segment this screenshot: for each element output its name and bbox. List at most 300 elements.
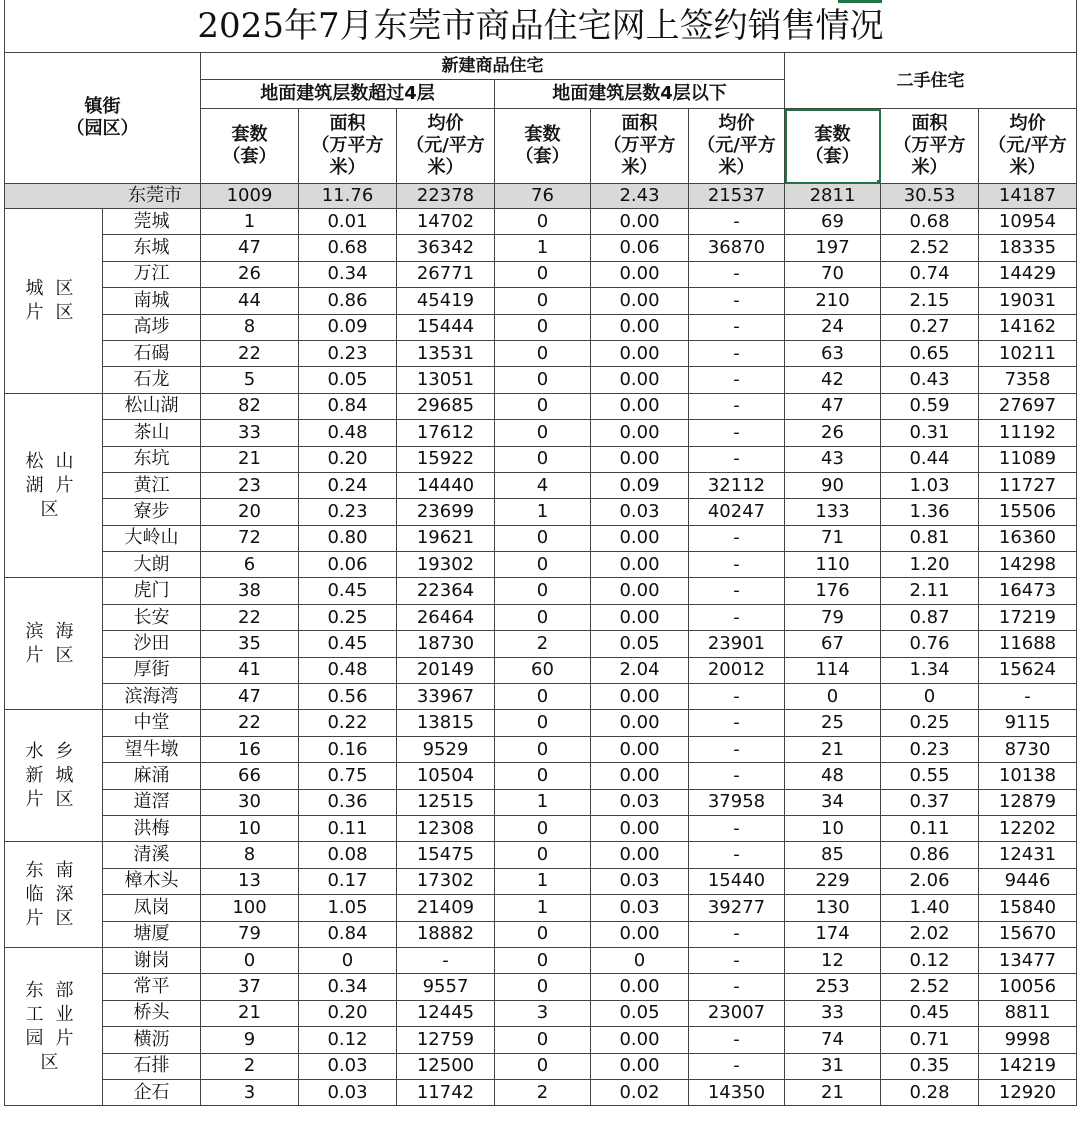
value-cell[interactable]: 0.76 bbox=[881, 631, 979, 657]
value-cell[interactable]: 71 bbox=[785, 525, 881, 551]
value-cell[interactable]: 0.80 bbox=[299, 525, 397, 551]
value-cell[interactable]: - bbox=[689, 921, 785, 947]
value-cell[interactable]: 14440 bbox=[397, 472, 495, 498]
value-cell[interactable]: 10954 bbox=[979, 209, 1077, 235]
value-cell[interactable]: - bbox=[689, 525, 785, 551]
value-cell[interactable]: 36342 bbox=[397, 235, 495, 261]
value-cell[interactable]: 8811 bbox=[979, 1000, 1077, 1026]
value-cell[interactable]: - bbox=[689, 974, 785, 1000]
value-cell[interactable]: 8 bbox=[201, 314, 299, 340]
value-cell[interactable]: 3 bbox=[201, 1079, 299, 1105]
value-cell[interactable]: - bbox=[689, 684, 785, 710]
value-cell[interactable]: - bbox=[689, 578, 785, 604]
value-cell[interactable]: 23 bbox=[201, 472, 299, 498]
value-cell[interactable]: 14702 bbox=[397, 209, 495, 235]
value-cell[interactable]: 70 bbox=[785, 261, 881, 287]
value-cell[interactable]: 14429 bbox=[979, 261, 1077, 287]
value-cell[interactable]: 15624 bbox=[979, 657, 1077, 683]
town-name-cell[interactable]: 东城 bbox=[103, 235, 201, 261]
value-cell[interactable]: - bbox=[689, 947, 785, 973]
value-cell[interactable]: 0.22 bbox=[299, 710, 397, 736]
value-cell[interactable]: 0.03 bbox=[591, 868, 689, 894]
value-cell[interactable]: 16360 bbox=[979, 525, 1077, 551]
value-cell[interactable]: 19621 bbox=[397, 525, 495, 551]
below-4-floors-header[interactable]: 地面建筑层数4层以下 bbox=[495, 80, 785, 109]
value-cell[interactable]: 2.52 bbox=[881, 235, 979, 261]
value-cell[interactable]: 15444 bbox=[397, 314, 495, 340]
value-cell[interactable]: 40247 bbox=[689, 499, 785, 525]
value-cell[interactable]: 0 bbox=[495, 340, 591, 366]
value-cell[interactable]: 0.23 bbox=[299, 340, 397, 366]
value-cell[interactable]: 0 bbox=[495, 367, 591, 393]
value-cell[interactable]: - bbox=[689, 552, 785, 578]
value-cell[interactable]: 0.43 bbox=[881, 367, 979, 393]
value-cell[interactable]: 11727 bbox=[979, 472, 1077, 498]
value-cell[interactable]: 2.06 bbox=[881, 868, 979, 894]
value-cell[interactable]: 8 bbox=[201, 842, 299, 868]
town-name-cell[interactable]: 石龙 bbox=[103, 367, 201, 393]
value-cell[interactable]: 0.45 bbox=[881, 1000, 979, 1026]
value-cell[interactable]: 45419 bbox=[397, 288, 495, 314]
total-value-cell[interactable]: 1009 bbox=[201, 184, 299, 209]
value-cell[interactable]: 67 bbox=[785, 631, 881, 657]
value-cell[interactable]: 0.00 bbox=[591, 604, 689, 630]
value-cell[interactable]: 0 bbox=[495, 684, 591, 710]
value-cell[interactable]: 0 bbox=[495, 842, 591, 868]
value-cell[interactable]: 0.12 bbox=[881, 947, 979, 973]
value-cell[interactable]: 210 bbox=[785, 288, 881, 314]
value-cell[interactable]: 12515 bbox=[397, 789, 495, 815]
value-cell[interactable]: 26 bbox=[785, 420, 881, 446]
value-cell[interactable]: 21 bbox=[201, 446, 299, 472]
value-cell[interactable]: 0 bbox=[495, 261, 591, 287]
value-cell[interactable]: 12500 bbox=[397, 1053, 495, 1079]
value-cell[interactable]: 0.11 bbox=[881, 815, 979, 841]
value-cell[interactable]: 0.03 bbox=[591, 499, 689, 525]
value-cell[interactable]: 0.00 bbox=[591, 736, 689, 762]
value-cell[interactable]: - bbox=[689, 710, 785, 736]
value-cell[interactable]: 63 bbox=[785, 340, 881, 366]
town-name-cell[interactable]: 虎门 bbox=[103, 578, 201, 604]
value-cell[interactable]: - bbox=[397, 947, 495, 973]
value-cell[interactable]: 0.00 bbox=[591, 842, 689, 868]
value-cell[interactable]: 100 bbox=[201, 895, 299, 921]
value-cell[interactable]: 47 bbox=[785, 393, 881, 419]
second-hand-header[interactable]: 二手住宅 bbox=[785, 53, 1077, 109]
value-cell[interactable]: 10211 bbox=[979, 340, 1077, 366]
value-cell[interactable]: 37958 bbox=[689, 789, 785, 815]
value-cell[interactable]: 0 bbox=[785, 684, 881, 710]
town-name-cell[interactable]: 道滘 bbox=[103, 789, 201, 815]
value-cell[interactable]: - bbox=[689, 446, 785, 472]
value-cell[interactable]: 12308 bbox=[397, 815, 495, 841]
value-cell[interactable]: 0.24 bbox=[299, 472, 397, 498]
value-cell[interactable]: 0 bbox=[881, 684, 979, 710]
value-cell[interactable]: 229 bbox=[785, 868, 881, 894]
town-name-cell[interactable]: 黄江 bbox=[103, 472, 201, 498]
value-cell[interactable]: 0.35 bbox=[881, 1053, 979, 1079]
above-4-floors-header[interactable]: 地面建筑层数超过4层 bbox=[201, 80, 495, 109]
value-cell[interactable]: 0.00 bbox=[591, 393, 689, 419]
value-cell[interactable]: - bbox=[689, 420, 785, 446]
total-value-cell[interactable]: 30.53 bbox=[881, 184, 979, 209]
value-cell[interactable]: 0.48 bbox=[299, 420, 397, 446]
value-cell[interactable]: 11192 bbox=[979, 420, 1077, 446]
value-cell[interactable]: 27697 bbox=[979, 393, 1077, 419]
value-cell[interactable]: 1 bbox=[495, 868, 591, 894]
town-name-cell[interactable]: 中堂 bbox=[103, 710, 201, 736]
value-cell[interactable]: 0.84 bbox=[299, 921, 397, 947]
total-value-cell[interactable]: 22378 bbox=[397, 184, 495, 209]
value-cell[interactable]: 0.00 bbox=[591, 209, 689, 235]
value-cell[interactable]: 0.65 bbox=[881, 340, 979, 366]
value-cell[interactable]: 0.44 bbox=[881, 446, 979, 472]
town-name-cell[interactable]: 清溪 bbox=[103, 842, 201, 868]
value-cell[interactable]: 10056 bbox=[979, 974, 1077, 1000]
value-cell[interactable]: 0.00 bbox=[591, 763, 689, 789]
value-cell[interactable]: 0.05 bbox=[299, 367, 397, 393]
value-cell[interactable]: 60 bbox=[495, 657, 591, 683]
value-cell[interactable]: 114 bbox=[785, 657, 881, 683]
value-cell[interactable]: 12445 bbox=[397, 1000, 495, 1026]
value-cell[interactable]: 0.00 bbox=[591, 815, 689, 841]
value-cell[interactable]: 33967 bbox=[397, 684, 495, 710]
value-cell[interactable]: 0.20 bbox=[299, 1000, 397, 1026]
value-cell[interactable]: - bbox=[689, 288, 785, 314]
town-name-cell[interactable]: 沙田 bbox=[103, 631, 201, 657]
value-cell[interactable]: 0 bbox=[495, 525, 591, 551]
value-cell[interactable]: 13815 bbox=[397, 710, 495, 736]
value-cell[interactable]: 10 bbox=[785, 815, 881, 841]
value-cell[interactable]: - bbox=[689, 815, 785, 841]
value-cell[interactable]: 47 bbox=[201, 235, 299, 261]
value-cell[interactable]: 0.55 bbox=[881, 763, 979, 789]
value-cell[interactable]: - bbox=[689, 736, 785, 762]
area-header[interactable]: 面积 （万平方 米） bbox=[299, 109, 397, 184]
value-cell[interactable]: 12920 bbox=[979, 1079, 1077, 1105]
town-name-cell[interactable]: 塘厦 bbox=[103, 921, 201, 947]
value-cell[interactable]: 2 bbox=[495, 1079, 591, 1105]
value-cell[interactable]: 79 bbox=[201, 921, 299, 947]
value-cell[interactable]: 0.25 bbox=[881, 710, 979, 736]
value-cell[interactable]: 0 bbox=[495, 604, 591, 630]
district-name-cell[interactable]: 松山湖片区 bbox=[5, 393, 103, 578]
town-name-cell[interactable]: 滨海湾 bbox=[103, 684, 201, 710]
value-cell[interactable]: 1 bbox=[495, 235, 591, 261]
value-cell[interactable]: 26464 bbox=[397, 604, 495, 630]
value-cell[interactable]: 1.36 bbox=[881, 499, 979, 525]
value-cell[interactable]: - bbox=[979, 684, 1077, 710]
town-name-cell[interactable]: 石碣 bbox=[103, 340, 201, 366]
value-cell[interactable]: 34 bbox=[785, 789, 881, 815]
value-cell[interactable]: 0.01 bbox=[299, 209, 397, 235]
value-cell[interactable]: 18730 bbox=[397, 631, 495, 657]
value-cell[interactable]: 72 bbox=[201, 525, 299, 551]
value-cell[interactable]: - bbox=[689, 340, 785, 366]
value-cell[interactable]: - bbox=[689, 367, 785, 393]
value-cell[interactable]: 18335 bbox=[979, 235, 1077, 261]
value-cell[interactable]: - bbox=[689, 209, 785, 235]
district-name-cell[interactable]: 滨海片区 bbox=[5, 578, 103, 710]
value-cell[interactable]: 22 bbox=[201, 604, 299, 630]
value-cell[interactable]: 0.00 bbox=[591, 525, 689, 551]
value-cell[interactable]: 43 bbox=[785, 446, 881, 472]
value-cell[interactable]: 12879 bbox=[979, 789, 1077, 815]
value-cell[interactable]: 0 bbox=[495, 736, 591, 762]
value-cell[interactable]: 15922 bbox=[397, 446, 495, 472]
town-name-cell[interactable]: 桥头 bbox=[103, 1000, 201, 1026]
value-cell[interactable]: 13531 bbox=[397, 340, 495, 366]
value-cell[interactable]: 38 bbox=[201, 578, 299, 604]
town-name-cell[interactable]: 大朗 bbox=[103, 552, 201, 578]
price-header[interactable]: 均价 （元/平方 米） bbox=[397, 109, 495, 184]
value-cell[interactable]: 0.00 bbox=[591, 710, 689, 736]
value-cell[interactable]: 0.00 bbox=[591, 974, 689, 1000]
value-cell[interactable]: 0.84 bbox=[299, 393, 397, 419]
value-cell[interactable]: 13 bbox=[201, 868, 299, 894]
value-cell[interactable]: 0 bbox=[495, 815, 591, 841]
value-cell[interactable]: 10138 bbox=[979, 763, 1077, 789]
value-cell[interactable]: 0 bbox=[495, 763, 591, 789]
value-cell[interactable]: 9529 bbox=[397, 736, 495, 762]
value-cell[interactable]: 47 bbox=[201, 684, 299, 710]
value-cell[interactable]: 0.25 bbox=[299, 604, 397, 630]
town-name-cell[interactable]: 长安 bbox=[103, 604, 201, 630]
area-header[interactable]: 面积 （万平方 米） bbox=[591, 109, 689, 184]
value-cell[interactable]: - bbox=[689, 842, 785, 868]
value-cell[interactable]: 6 bbox=[201, 552, 299, 578]
value-cell[interactable]: 14350 bbox=[689, 1079, 785, 1105]
value-cell[interactable]: 0.00 bbox=[591, 261, 689, 287]
value-cell[interactable]: 8730 bbox=[979, 736, 1077, 762]
town-name-cell[interactable]: 松山湖 bbox=[103, 393, 201, 419]
value-cell[interactable]: 14298 bbox=[979, 552, 1077, 578]
value-cell[interactable]: 14162 bbox=[979, 314, 1077, 340]
value-cell[interactable]: 0.03 bbox=[591, 895, 689, 921]
value-cell[interactable]: 0.06 bbox=[591, 235, 689, 261]
value-cell[interactable]: 0 bbox=[495, 710, 591, 736]
value-cell[interactable]: 0.00 bbox=[591, 367, 689, 393]
value-cell[interactable]: 13051 bbox=[397, 367, 495, 393]
value-cell[interactable]: 1.20 bbox=[881, 552, 979, 578]
value-cell[interactable]: 1.40 bbox=[881, 895, 979, 921]
value-cell[interactable]: 0.00 bbox=[591, 446, 689, 472]
town-name-cell[interactable]: 洪梅 bbox=[103, 815, 201, 841]
value-cell[interactable]: 79 bbox=[785, 604, 881, 630]
value-cell[interactable]: 12759 bbox=[397, 1027, 495, 1053]
value-cell[interactable]: 0 bbox=[495, 578, 591, 604]
value-cell[interactable]: 0 bbox=[495, 288, 591, 314]
value-cell[interactable]: 42 bbox=[785, 367, 881, 393]
town-name-cell[interactable]: 望牛墩 bbox=[103, 736, 201, 762]
value-cell[interactable]: 17219 bbox=[979, 604, 1077, 630]
value-cell[interactable]: - bbox=[689, 1027, 785, 1053]
area-header[interactable]: 面积 （万平方 米） bbox=[881, 109, 979, 184]
value-cell[interactable]: 0.00 bbox=[591, 552, 689, 578]
total-value-cell[interactable]: 11.76 bbox=[299, 184, 397, 209]
value-cell[interactable]: 2 bbox=[201, 1053, 299, 1079]
town-name-cell[interactable]: 横沥 bbox=[103, 1027, 201, 1053]
value-cell[interactable]: 74 bbox=[785, 1027, 881, 1053]
value-cell[interactable]: 48 bbox=[785, 763, 881, 789]
value-cell[interactable]: 23901 bbox=[689, 631, 785, 657]
value-cell[interactable]: 0.86 bbox=[299, 288, 397, 314]
value-cell[interactable]: 66 bbox=[201, 763, 299, 789]
value-cell[interactable]: 0.28 bbox=[881, 1079, 979, 1105]
value-cell[interactable]: 2.15 bbox=[881, 288, 979, 314]
value-cell[interactable]: 21409 bbox=[397, 895, 495, 921]
town-name-cell[interactable]: 常平 bbox=[103, 974, 201, 1000]
value-cell[interactable]: 0.03 bbox=[299, 1079, 397, 1105]
value-cell[interactable]: 0.37 bbox=[881, 789, 979, 815]
value-cell[interactable]: 23699 bbox=[397, 499, 495, 525]
town-name-cell[interactable]: 南城 bbox=[103, 288, 201, 314]
value-cell[interactable]: 130 bbox=[785, 895, 881, 921]
value-cell[interactable]: - bbox=[689, 604, 785, 630]
value-cell[interactable]: 0.86 bbox=[881, 842, 979, 868]
total-label[interactable]: 东莞市 bbox=[5, 184, 201, 209]
value-cell[interactable]: 90 bbox=[785, 472, 881, 498]
value-cell[interactable]: 0.17 bbox=[299, 868, 397, 894]
value-cell[interactable]: 0 bbox=[495, 420, 591, 446]
value-cell[interactable]: 0.34 bbox=[299, 261, 397, 287]
value-cell[interactable]: 0.06 bbox=[299, 552, 397, 578]
value-cell[interactable]: 15440 bbox=[689, 868, 785, 894]
value-cell[interactable]: 0 bbox=[495, 552, 591, 578]
price-header[interactable]: 均价 （元/平方 米） bbox=[689, 109, 785, 184]
value-cell[interactable]: - bbox=[689, 261, 785, 287]
value-cell[interactable]: 20012 bbox=[689, 657, 785, 683]
value-cell[interactable]: 0.00 bbox=[591, 921, 689, 947]
value-cell[interactable]: 0.12 bbox=[299, 1027, 397, 1053]
town-name-cell[interactable]: 厚街 bbox=[103, 657, 201, 683]
value-cell[interactable]: 16473 bbox=[979, 578, 1077, 604]
value-cell[interactable]: 253 bbox=[785, 974, 881, 1000]
value-cell[interactable]: 37 bbox=[201, 974, 299, 1000]
value-cell[interactable]: 22 bbox=[201, 340, 299, 366]
value-cell[interactable]: 0.71 bbox=[881, 1027, 979, 1053]
value-cell[interactable]: 0 bbox=[495, 974, 591, 1000]
district-name-cell[interactable]: 城区片区 bbox=[5, 209, 103, 394]
total-value-cell[interactable]: 2811 bbox=[785, 184, 881, 209]
town-name-cell[interactable]: 石排 bbox=[103, 1053, 201, 1079]
value-cell[interactable]: 0.03 bbox=[299, 1053, 397, 1079]
value-cell[interactable]: 0 bbox=[201, 947, 299, 973]
value-cell[interactable]: 3 bbox=[495, 1000, 591, 1026]
value-cell[interactable]: 24 bbox=[785, 314, 881, 340]
price-header[interactable]: 均价 （元/平方 米） bbox=[979, 109, 1077, 184]
value-cell[interactable]: 0.05 bbox=[591, 631, 689, 657]
value-cell[interactable]: 0.45 bbox=[299, 631, 397, 657]
value-cell[interactable]: 0.08 bbox=[299, 842, 397, 868]
value-cell[interactable]: 0.68 bbox=[299, 235, 397, 261]
value-cell[interactable]: 5 bbox=[201, 367, 299, 393]
value-cell[interactable]: 0.00 bbox=[591, 288, 689, 314]
value-cell[interactable]: 21 bbox=[785, 1079, 881, 1105]
value-cell[interactable]: 33 bbox=[785, 1000, 881, 1026]
value-cell[interactable]: 9446 bbox=[979, 868, 1077, 894]
value-cell[interactable]: 0.03 bbox=[591, 789, 689, 815]
value-cell[interactable]: 32112 bbox=[689, 472, 785, 498]
value-cell[interactable]: 0 bbox=[591, 947, 689, 973]
value-cell[interactable]: 9557 bbox=[397, 974, 495, 1000]
town-name-cell[interactable]: 企石 bbox=[103, 1079, 201, 1105]
district-name-cell[interactable]: 东部工业园片区 bbox=[5, 947, 103, 1105]
town-name-cell[interactable]: 凤岗 bbox=[103, 895, 201, 921]
value-cell[interactable]: 14219 bbox=[979, 1053, 1077, 1079]
value-cell[interactable]: 11742 bbox=[397, 1079, 495, 1105]
value-cell[interactable]: 0.68 bbox=[881, 209, 979, 235]
value-cell[interactable]: 0.16 bbox=[299, 736, 397, 762]
value-cell[interactable]: 15475 bbox=[397, 842, 495, 868]
value-cell[interactable]: 0.09 bbox=[591, 472, 689, 498]
value-cell[interactable]: 133 bbox=[785, 499, 881, 525]
value-cell[interactable]: 0.23 bbox=[299, 499, 397, 525]
value-cell[interactable]: 44 bbox=[201, 288, 299, 314]
value-cell[interactable]: 20149 bbox=[397, 657, 495, 683]
value-cell[interactable]: 0.02 bbox=[591, 1079, 689, 1105]
value-cell[interactable]: 0.75 bbox=[299, 763, 397, 789]
value-cell[interactable]: 15670 bbox=[979, 921, 1077, 947]
value-cell[interactable]: 85 bbox=[785, 842, 881, 868]
value-cell[interactable]: 33 bbox=[201, 420, 299, 446]
town-name-cell[interactable]: 麻涌 bbox=[103, 763, 201, 789]
value-cell[interactable]: 41 bbox=[201, 657, 299, 683]
total-value-cell[interactable]: 21537 bbox=[689, 184, 785, 209]
value-cell[interactable]: 0.27 bbox=[881, 314, 979, 340]
town-name-cell[interactable]: 寮步 bbox=[103, 499, 201, 525]
value-cell[interactable]: 0.09 bbox=[299, 314, 397, 340]
new-housing-header[interactable]: 新建商品住宅 bbox=[201, 53, 785, 80]
value-cell[interactable]: 10 bbox=[201, 815, 299, 841]
value-cell[interactable]: 13477 bbox=[979, 947, 1077, 973]
town-name-cell[interactable]: 茶山 bbox=[103, 420, 201, 446]
units-header-selected-cell[interactable]: 套数 （套） bbox=[785, 109, 881, 184]
value-cell[interactable]: 69 bbox=[785, 209, 881, 235]
value-cell[interactable]: 9115 bbox=[979, 710, 1077, 736]
value-cell[interactable]: 15840 bbox=[979, 895, 1077, 921]
value-cell[interactable]: 1.03 bbox=[881, 472, 979, 498]
value-cell[interactable]: 0.45 bbox=[299, 578, 397, 604]
value-cell[interactable]: 197 bbox=[785, 235, 881, 261]
value-cell[interactable]: 23007 bbox=[689, 1000, 785, 1026]
value-cell[interactable]: 0.00 bbox=[591, 684, 689, 710]
value-cell[interactable]: 176 bbox=[785, 578, 881, 604]
value-cell[interactable]: 1 bbox=[495, 789, 591, 815]
value-cell[interactable]: 19031 bbox=[979, 288, 1077, 314]
value-cell[interactable]: - bbox=[689, 393, 785, 419]
units-header[interactable]: 套数 （套） bbox=[201, 109, 299, 184]
value-cell[interactable]: 0.34 bbox=[299, 974, 397, 1000]
value-cell[interactable]: 30 bbox=[201, 789, 299, 815]
value-cell[interactable]: 0.81 bbox=[881, 525, 979, 551]
value-cell[interactable]: 29685 bbox=[397, 393, 495, 419]
value-cell[interactable]: 110 bbox=[785, 552, 881, 578]
value-cell[interactable]: 0.20 bbox=[299, 446, 397, 472]
value-cell[interactable]: 0 bbox=[299, 947, 397, 973]
value-cell[interactable]: 7358 bbox=[979, 367, 1077, 393]
value-cell[interactable]: 1.05 bbox=[299, 895, 397, 921]
value-cell[interactable]: 1 bbox=[495, 895, 591, 921]
value-cell[interactable]: 0.23 bbox=[881, 736, 979, 762]
value-cell[interactable]: 0.00 bbox=[591, 314, 689, 340]
value-cell[interactable]: 82 bbox=[201, 393, 299, 419]
total-value-cell[interactable]: 76 bbox=[495, 184, 591, 209]
value-cell[interactable]: 2 bbox=[495, 631, 591, 657]
value-cell[interactable]: 35 bbox=[201, 631, 299, 657]
value-cell[interactable]: 15506 bbox=[979, 499, 1077, 525]
value-cell[interactable]: 0.56 bbox=[299, 684, 397, 710]
